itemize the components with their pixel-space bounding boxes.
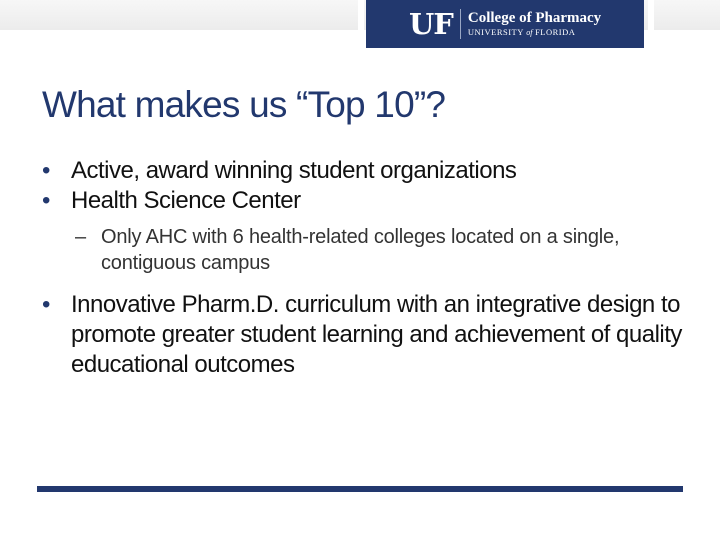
bullet-item xyxy=(42,290,682,380)
college-name: College of Pharmacy xyxy=(467,9,602,26)
sub-bullet-text: Only AHC with 6 health-related colleges located on a single, contiguous campus xyxy=(101,226,620,274)
uf-monogram: UF xyxy=(409,6,453,41)
header-bar-divider xyxy=(358,0,364,30)
header-bar-divider xyxy=(648,0,654,30)
university-suffix: FLORIDA xyxy=(535,26,576,37)
bullet-list xyxy=(42,156,682,380)
sub-bullet-marker: – xyxy=(75,226,86,248)
university-name xyxy=(468,26,601,39)
logo-wordmark xyxy=(468,10,601,39)
slide-title: What makes us “Top 10”? xyxy=(42,84,446,125)
university-prefix: UNIVERSITY xyxy=(467,26,524,37)
logo-separator xyxy=(460,9,461,39)
college-logo xyxy=(366,0,644,48)
university-of: of xyxy=(526,27,533,37)
footer-rule xyxy=(37,486,683,492)
bullet-item xyxy=(42,186,682,216)
sub-bullet-item xyxy=(42,224,682,276)
bullet-text: Active, award winning student organizations xyxy=(71,157,517,184)
bullet-marker: • xyxy=(42,187,50,214)
bullet-marker: • xyxy=(42,291,50,318)
bullet-marker: • xyxy=(42,157,50,184)
bullet-item xyxy=(42,156,682,186)
bullet-text: Health Science Center xyxy=(71,187,301,214)
bullet-text: Innovative Pharm.D. curriculum with an integrative design to promote greater student learning and achievement of quality educational outcomes xyxy=(71,291,682,378)
